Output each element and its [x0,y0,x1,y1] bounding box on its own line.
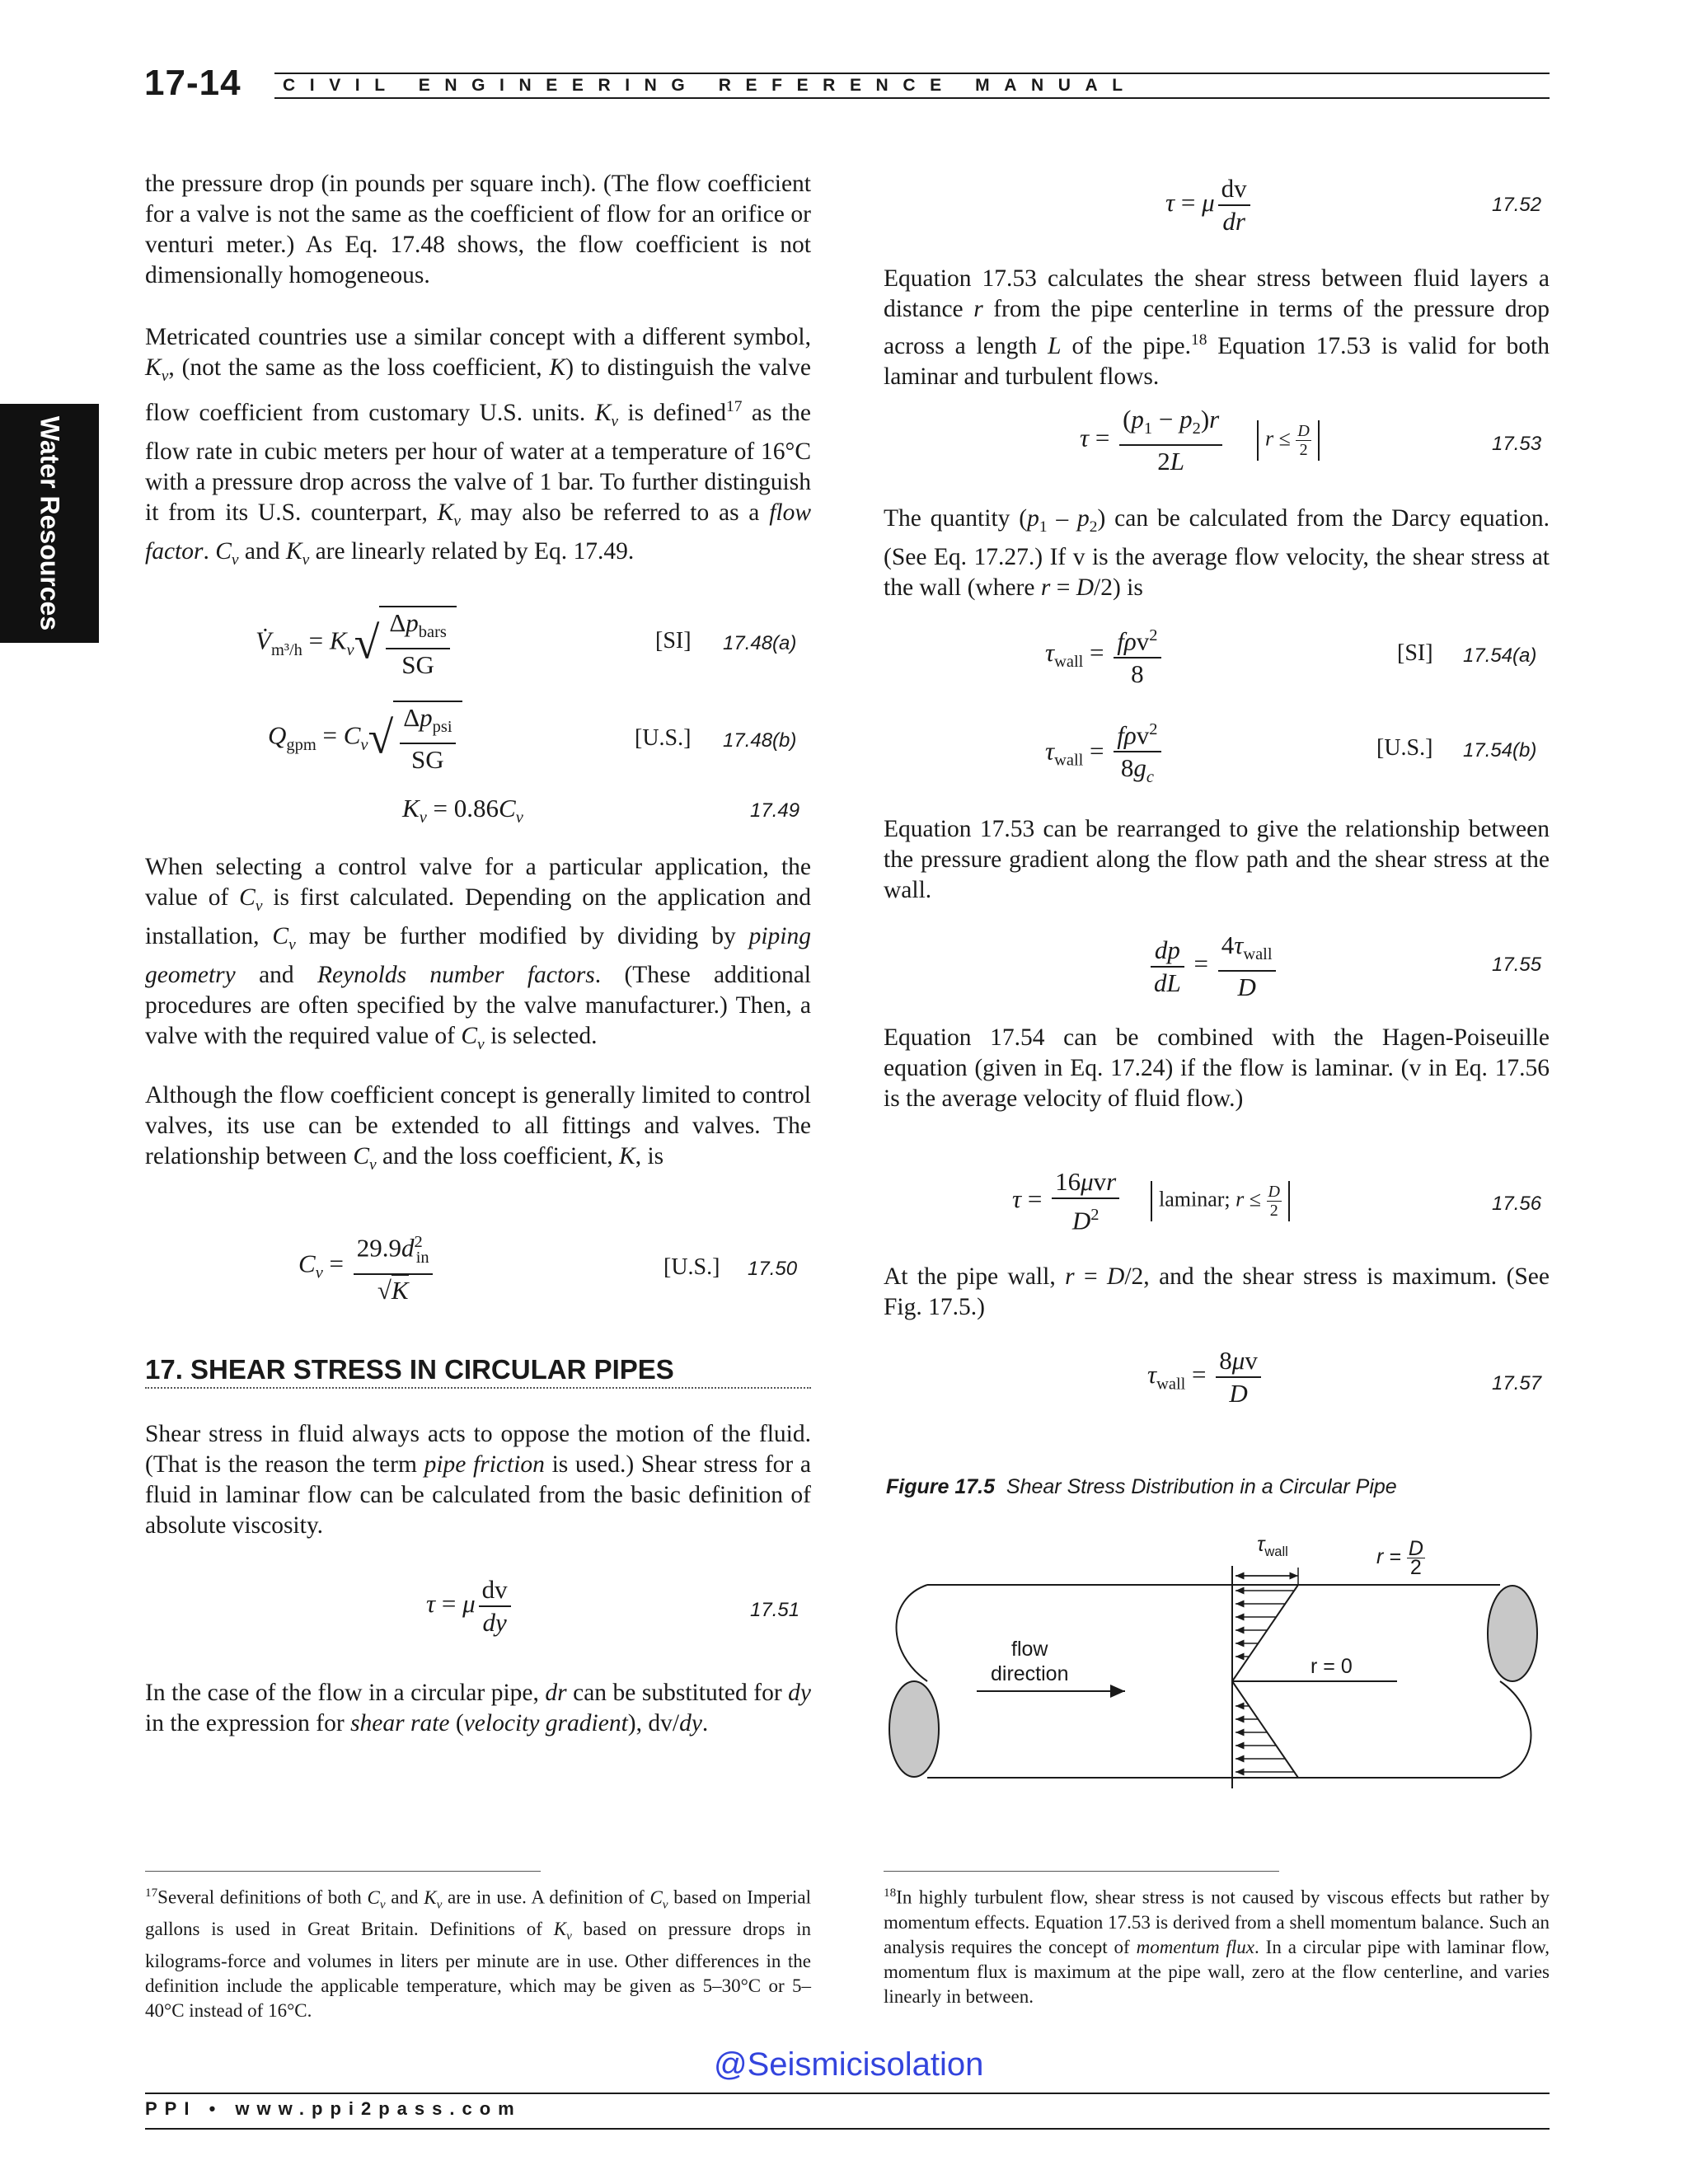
footnote-rule-right [884,1871,1279,1872]
equation-17-51: τ = μ $\frac{dv}{dy}$ [426,1574,514,1638]
pipe-left-end [889,1681,939,1777]
watermark: @Seismicisolation [714,2046,984,2083]
equation-17-52: τ = μ $\frac{dv}{dr}$ [1165,173,1254,237]
figure-caption [886,1475,1397,1499]
left-paragraph-3: When selecting a control valve for a particular application, the value of $C_v$ is first calculated. Depending on the application and installation, $C_v$ may be further modified by dividing by piping geometry and Reynolds number factors. (These additional procedures are often specified by the valve manufacturer.) Then, a valve with the required value of $C_v$ is selected. [145,854,811,1053]
section-heading: 17. SHEAR STRESS IN CIRCULAR PIPES [145,1354,811,1389]
tau-wall-label: $\tau_{wall}$ [1257,1533,1288,1559]
flow-label-line1: flow [1011,1638,1048,1661]
flow-label-line2: direction [991,1662,1069,1685]
equation-17-48b: $Q_{gpm} = C_v√$ $\frac{\Delta p_{psi}}{SG}$ [268,701,462,776]
footnote-17: $^{17}$Several definitions of both $C_v$ and $K_v$ are in use. A definition of $C_v$ based on Imperial gallons is used in Great Britain. Definitions of $K_v$ based on pressure drops in kilograms-force and volumes in liters per minute are in use. Other differences in the definition include the applicable temperature, which may be given as 5–30°C or 5–40°C instead of 16°C. [145,1886,811,2021]
page-number: 17-14 [144,63,241,103]
equation-number: 17.48(b) [723,729,797,752]
side-tab-label: Water Resources [35,415,65,631]
equation-number: 17.53 [1492,433,1542,455]
equation-number: 17.48(a) [723,632,797,654]
equation-number: 17.54(a) [1463,644,1537,667]
pipe-right-end [1488,1586,1537,1681]
equation-number: 17.55 [1492,954,1542,976]
left-paragraph-2: Metricated countries use a similar concept with a different symbol, $K_v$, (not the same as the loss coefficient, K) to distinguish the valve flow coefficient from customary U.S. units. $K_v$ is defined$^{17}$ as the flow rate in cubic meters per hour of water at a temperature of 16°C with a pressure drop across the valve of 1 bar. To further distinguish it from its U.S. counterpart, $K_v$ may also be referred to as a flow factor. $C_v$ and $K_v$ are linearly related by Eq. 17.49. [145,324,812,569]
equation-17-56: τ = $\frac{\text{16μvr}}{D^2}$ laminar; r ≤ $\frac{D}{2}$ [1012,1166,1290,1236]
left-paragraph-4: Although the flow coefficient concept is generally limited to control valves, its use can be extended to all fittings and valves. The relationship between $C_v$ and the loss coefficient, K, is [145,1082,811,1174]
header-rule-bottom [274,97,1550,99]
equation-17-54b: $\tau_{wall}$ = $\frac{f\rho v^2}{8g_c}$ [1045,714,1165,794]
equation-number: 17.50 [748,1258,798,1280]
r-equals-d-over-2-label: r = $\frac{D}{2}$ [1376,1537,1423,1579]
equation-tag: [SI] [655,628,692,654]
footnote-18: $^{18}$In highly turbulent flow, shear stress is not caused by viscous effects but rather by momentum effects. Equation 17.53 is derived from a shell momentum balance. Such an analysis requires the concept of momentum flux. In a circular pipe with laminar flow, momentum flux is maximum at the pipe wall, zero at the flow centerline, and varies linearly in between. [884,1886,1550,2007]
pipe-diagram [886,1516,1545,1813]
left-paragraph-5: Shear stress in fluid always acts to oppose the motion of the fluid. (That is the reason the term pipe friction is used.) Shear stress for a fluid in laminar flow can be calculated from the basic definition of absolute viscosity. [145,1421,811,1539]
equation-17-53: τ = $\frac{(p_1 - p_2)r}{2L}$ r ≤ $\frac{D}{2}$ [1080,404,1320,477]
equation-number: 17.51 [750,1599,800,1621]
right-paragraph-1: Equation 17.53 calculates the shear stress between fluid layers a distance r from the pipe centerline in terms of the pressure drop across a length L of the pipe.$^{18}$ Equation 17.53 is valid for both laminar and turbulent flows. [884,265,1550,390]
header-rule-top [274,73,1550,74]
figure-label: Figure 17.5 [886,1475,995,1498]
running-header-title: CIVIL ENGINEERING REFERENCE MANUAL [283,76,1137,95]
equation-number: 17.49 [750,799,800,822]
equation-tag: [U.S.] [635,725,692,751]
footer-publisher: PPI • www.ppi2pass.com [145,2098,522,2119]
right-paragraph-3: Equation 17.53 can be rearranged to give the relationship between the pressure gradient along the flow path and the shear stress at the wall. [884,816,1550,903]
right-paragraph-4: Equation 17.54 can be combined with the Hagen-Poiseuille equation (given in Eq. 17.24) if the flow is laminar. (v in Eq. 17.56 is the average velocity of fluid flow.) [884,1024,1550,1112]
equation-number: 17.52 [1492,194,1542,216]
figure-title: Shear Stress Distribution in a Circular Pipe [1006,1475,1397,1498]
equation-tag: [U.S.] [1376,735,1433,761]
left-paragraph-6: In the case of the flow in a circular pipe, dr can be substituted for dy in the expression for shear rate (velocity gradient), dv/dy. [145,1680,811,1736]
figure-17-5 [886,1516,1545,1813]
equation-tag: [SI] [1397,640,1433,666]
equation-number: 17.57 [1492,1372,1542,1394]
right-paragraph-2: The quantity $(p_1 - p_2)$ can be calculated from the Darcy equation. (See Eq. 17.27.) If v is the average flow velocity, the shear stress at the wall (where r = D/2) is [884,505,1550,601]
right-paragraph-5: At the pipe wall, r = D/2, and the shear stress is maximum. (See Fig. 17.5.) [884,1263,1550,1320]
footer-rule-top [145,2093,1550,2094]
equation-number: 17.56 [1492,1193,1542,1215]
equation-17-55: $\frac{dp}{dL}$ = $\frac{4\tau_{wall}}{D}$ [1147,930,1279,1003]
r-equals-zero-label: r = 0 [1311,1655,1353,1678]
equation-17-48a: $V̇_{m^3/h} = K_v√$ $\frac{\Delta p_{bars}}{SG}$ [256,606,457,681]
equation-17-49: $K_v = 0.86C_v$ [402,794,523,827]
equation-17-50: $C_v$ = $\frac{29.9d^2_{in}}{√K}$ [298,1226,436,1306]
equation-17-57: $\tau_{wall}$ = $\frac{8\mu v}{D}$ [1147,1345,1264,1409]
equation-number: 17.54(b) [1463,739,1537,762]
footer-rule-bottom [145,2128,1550,2130]
equation-tag: [U.S.] [663,1254,720,1280]
left-paragraph-1: the pressure drop (in pounds per square inch). (The flow coefficient for a valve is not the same as the coefficient of flow for an orifice or venturi meter.) As Eq. 17.48 shows, the flow coefficient is not dimensionally homogeneous. [145,171,811,288]
footnote-rule-left [145,1871,541,1872]
equation-17-54a: $\tau_{wall}$ = $\frac{f\rho v^2}{8}$ [1045,620,1165,690]
section-side-tab [0,404,99,643]
